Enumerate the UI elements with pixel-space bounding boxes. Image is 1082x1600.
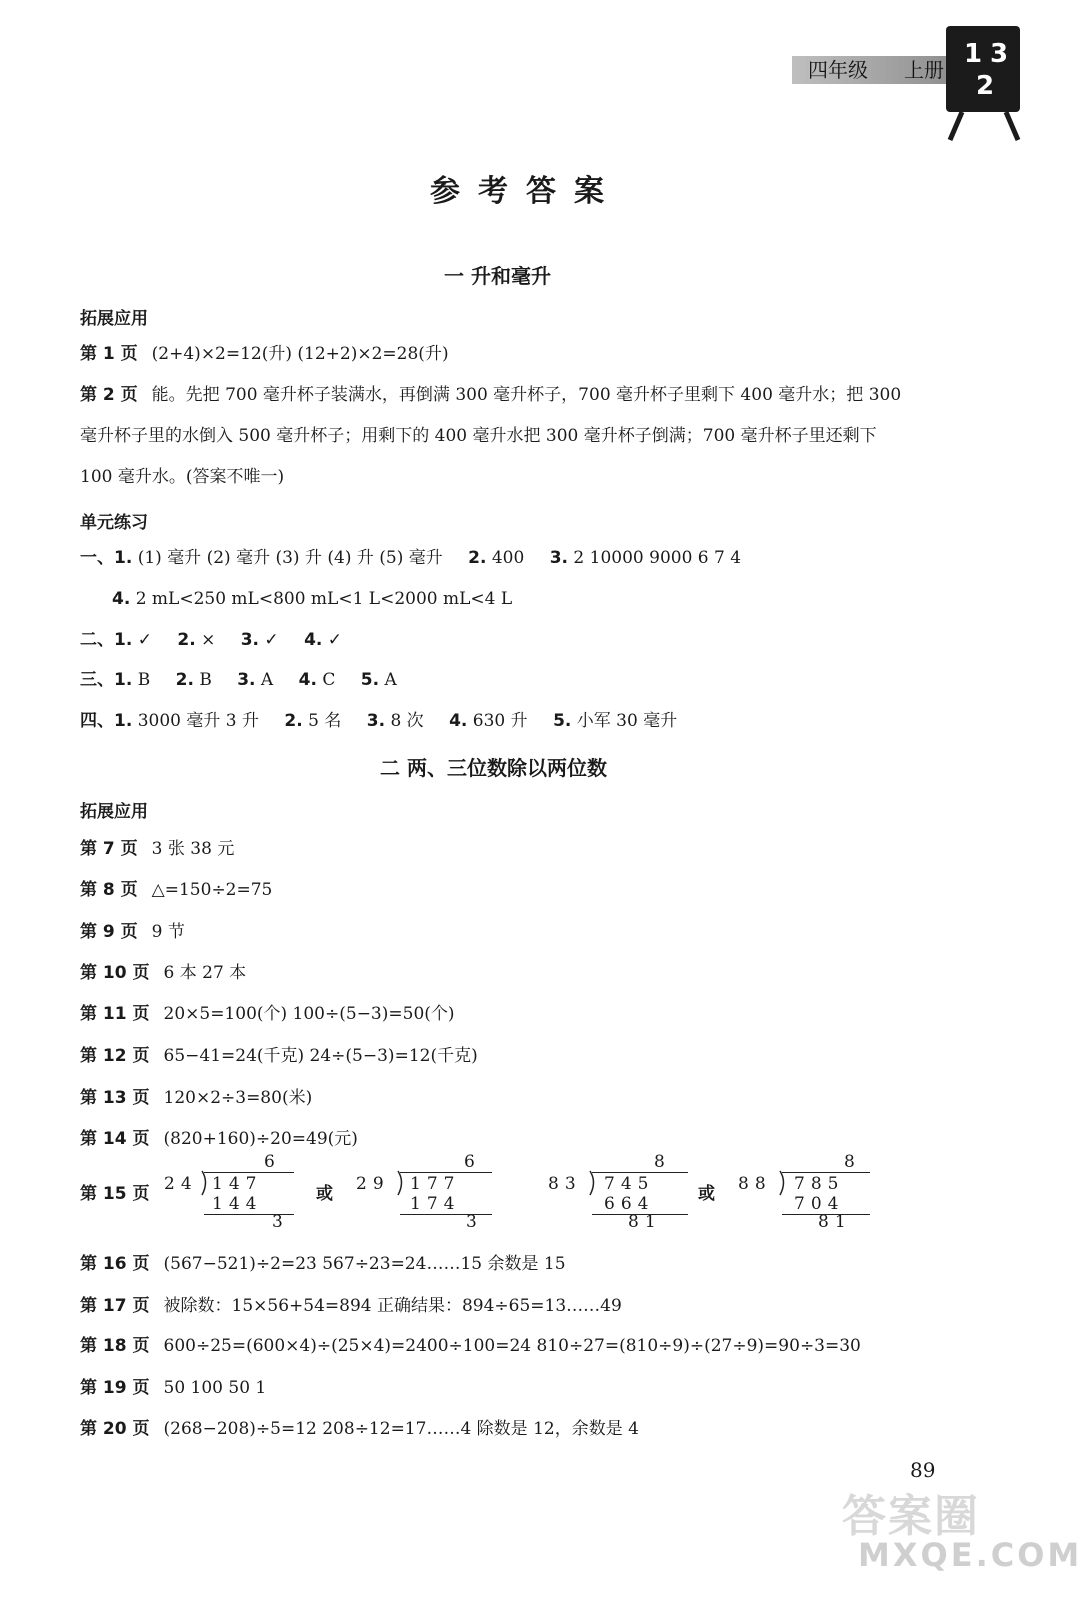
divisor: 29 <box>356 1174 390 1194</box>
page-title: 参考答案 <box>430 174 622 209</box>
dividend: 745 <box>604 1174 655 1194</box>
answer-text: (2+4)×2=12(升) (12+2)×2=28(升) <box>151 344 449 364</box>
answer-text: 能。先把 700 毫升杯子装满水，再倒满 300 毫升杯子，700 毫升杯子里剩下 400 毫升水；把 300 <box>151 385 902 405</box>
long-division-2 <box>356 1150 496 1234</box>
remainder: 3 <box>272 1212 289 1232</box>
answer-p2-line3: 100 毫升水。(答案不唯一) <box>80 467 285 487</box>
long-division-3 <box>548 1150 688 1234</box>
quotient: 8 <box>844 1152 861 1172</box>
divisor: 88 <box>738 1174 772 1194</box>
section-extend-1: 拓展应用 <box>80 309 148 329</box>
answer-p15-label: 第 15 页 <box>80 1184 150 1204</box>
answer-p16: 第 16 页 (567−521)÷2=23 567÷23=24……15 余数是 15 <box>80 1254 566 1274</box>
divisor: 24 <box>164 1174 198 1194</box>
board-digit-1: 1 <box>964 39 983 69</box>
unit-q4: 四、1. 3000 毫升 3 升 2. 5 名 3. 8 次 4. 630 升 5. 小军 30 毫升 <box>80 711 678 731</box>
quotient: 6 <box>264 1152 281 1172</box>
page-label: 第 2 页 <box>80 385 138 405</box>
section-unit-practice: 单元练习 <box>80 513 148 533</box>
answer-p1 <box>80 342 449 366</box>
chapter-2-title: 二 两、三位数除以两位数 <box>380 756 607 780</box>
answer-p12: 第 12 页 65−41=24(千克) 24÷(5−3)=12(千克) <box>80 1046 478 1066</box>
watermark-url: MXQE.COM <box>858 1536 1082 1574</box>
answer-p2-line2: 毫升杯子里的水倒入 500 毫升杯子；用剩下的 400 毫升水把 300 毫升杯子倒满；700 毫升杯子里还剩下 <box>80 426 877 446</box>
answer-p14: 第 14 页 (820+160)÷20=49(元) <box>80 1129 358 1149</box>
blackboard-icon <box>940 18 1030 144</box>
answer-p17: 第 17 页 被除数：15×56+54=894 正确结果：894÷65=13……49 <box>80 1296 622 1316</box>
or-1: 或 <box>316 1184 333 1204</box>
dividend: 785 <box>794 1174 845 1194</box>
long-division-1 <box>164 1150 304 1234</box>
page-number: 89 <box>910 1458 936 1482</box>
long-division-4 <box>738 1150 878 1234</box>
unit-q1-line2: 4. 2 mL<250 mL<800 mL<1 L<2000 mL<4 L <box>112 589 513 609</box>
answer-p7: 第 7 页 3 张 38 元 <box>80 839 235 859</box>
page-label: 第 1 页 <box>80 344 138 364</box>
answer-p19: 第 19 页 50 100 50 1 <box>80 1378 267 1398</box>
remainder: 81 <box>818 1212 852 1232</box>
answer-p9: 第 9 页 9 节 <box>80 922 185 942</box>
product: 704 <box>794 1194 845 1214</box>
or-2: 或 <box>698 1184 715 1204</box>
chapter-1-title: 一 升和毫升 <box>444 264 551 288</box>
book-volume-label: 上册 <box>904 58 944 82</box>
answer-p18: 第 18 页 600÷25=(600×4)÷(25×4)=2400÷100=24 810÷27=(810÷9)÷(27÷9)=90÷3=30 <box>80 1336 861 1356</box>
remainder: 3 <box>466 1212 483 1232</box>
answer-p11: 第 11 页 20×5=100(个) 100÷(5−3)=50(个) <box>80 1004 455 1024</box>
dividend: 147 <box>212 1174 263 1194</box>
board-digit-3: 3 <box>990 39 1009 69</box>
dividend: 177 <box>410 1174 461 1194</box>
quotient: 6 <box>464 1152 481 1172</box>
unit-q3: 三、1. B 2. B 3. A 4. C 5. A <box>80 670 397 690</box>
board-digit-2: 2 <box>976 71 995 101</box>
answer-p2-line1 <box>80 383 901 407</box>
answer-p10: 第 10 页 6 本 27 本 <box>80 963 247 983</box>
section-extend-2: 拓展应用 <box>80 802 148 822</box>
quotient: 8 <box>654 1152 671 1172</box>
unit-q2: 二、1. ✓ 2. × 3. ✓ 4. ✓ <box>80 630 343 650</box>
divisor: 83 <box>548 1174 582 1194</box>
answer-p8: 第 8 页 △=150÷2=75 <box>80 880 273 900</box>
product: 664 <box>604 1194 655 1214</box>
watermark-text: 答案圈 <box>842 1491 980 1542</box>
unit-q1-line1: 一、1. (1) 毫升 (2) 毫升 (3) 升 (4) 升 (5) 毫升 2. 400 3. 2 10000 9000 6 7 4 <box>80 548 742 568</box>
grade-label: 四年级 <box>808 58 868 82</box>
answer-p13: 第 13 页 120×2÷3=80(米) <box>80 1088 313 1108</box>
product: 144 <box>212 1194 263 1214</box>
remainder: 81 <box>628 1212 662 1232</box>
answer-p20: 第 20 页 (268−208)÷5=12 208÷12=17……4 除数是 12，余数是 4 <box>80 1419 639 1439</box>
product: 174 <box>410 1194 461 1214</box>
